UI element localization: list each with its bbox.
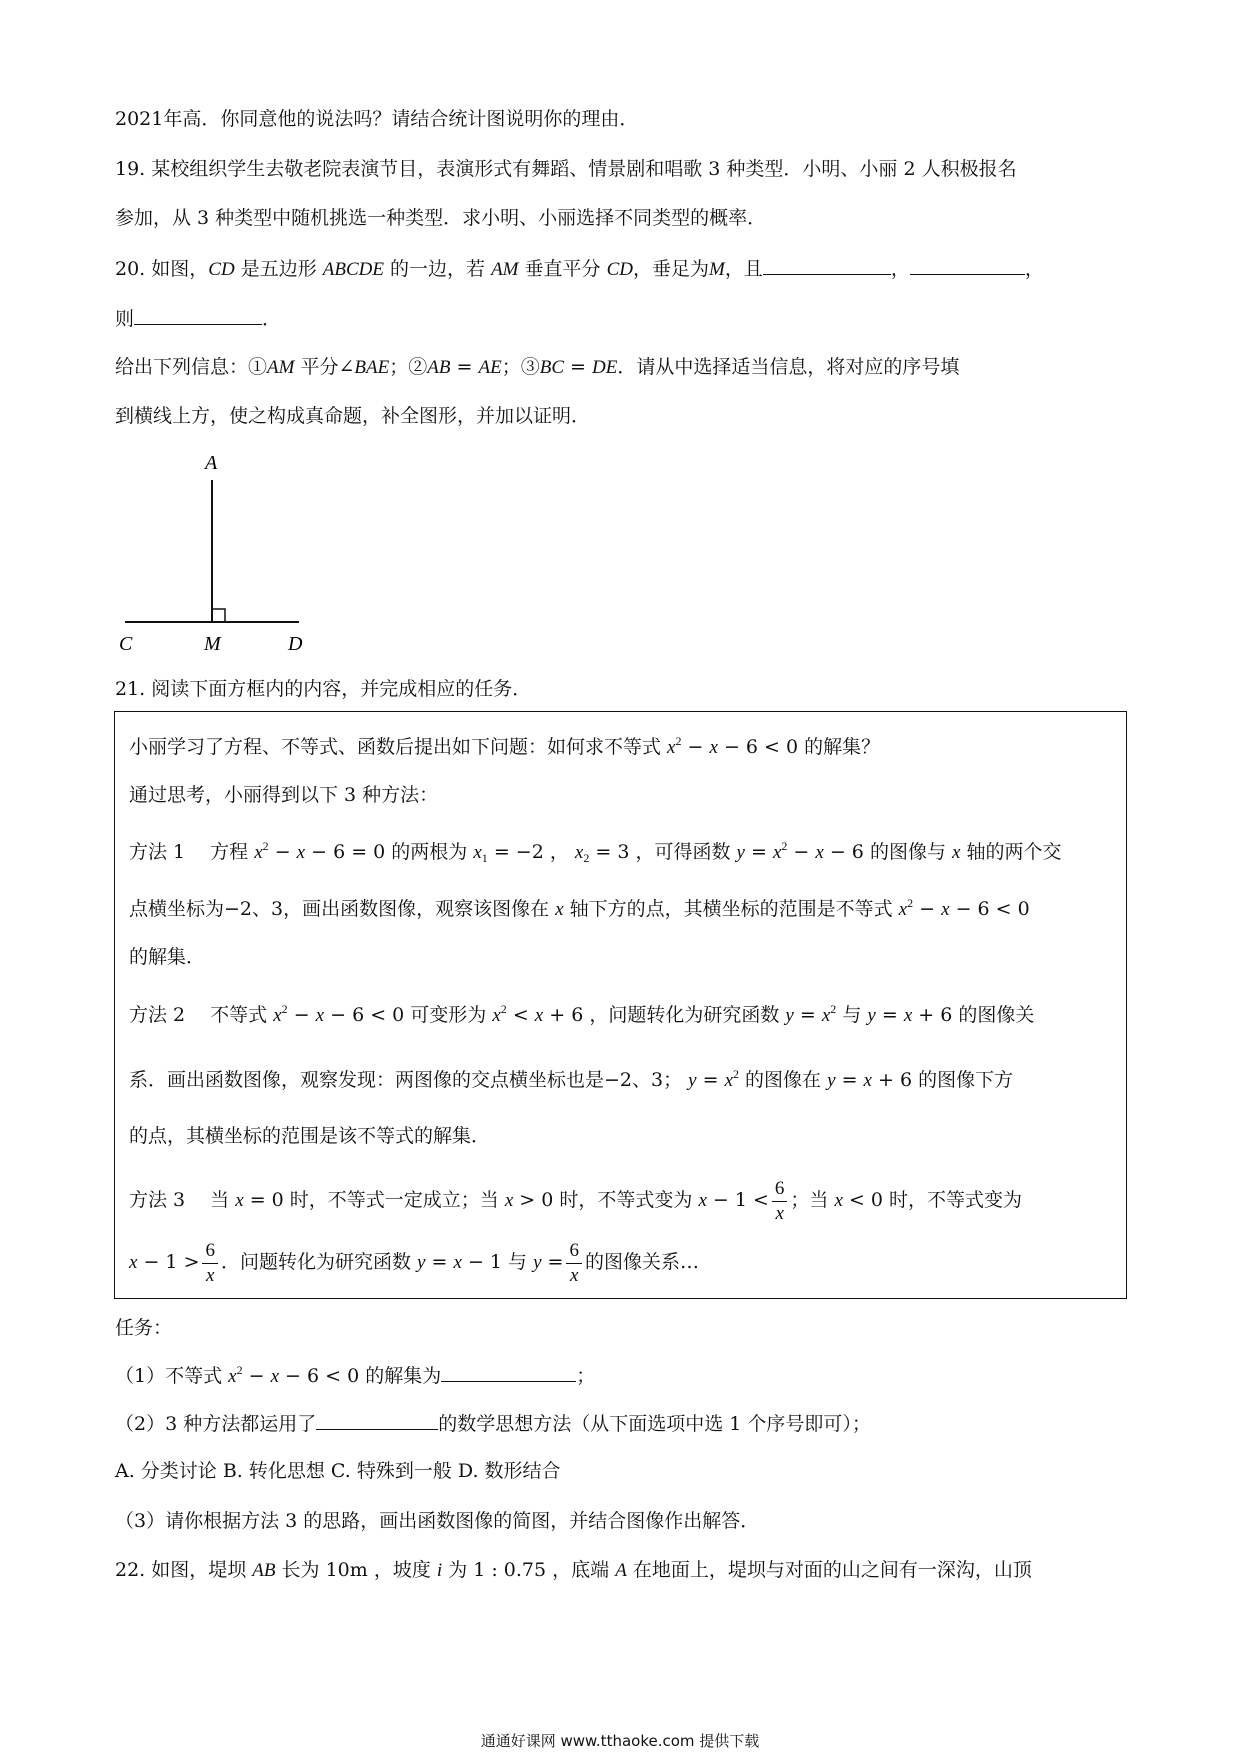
label-D: D: [288, 633, 303, 655]
q20-line3: 给出下列信息：①AM 平分∠BAE；②AB = AE；③BC = DE．请从中选择适当信息，将对应的序号填: [115, 356, 960, 378]
method2-line2: 系．画出函数图像，观察发现：两图像的交点横坐标也是−2、3； $y = x^2$ 的图像在 y = x + 6 的图像下方: [129, 1067, 1014, 1091]
label-C: C: [119, 633, 133, 655]
perpendicular-figure: [115, 448, 355, 658]
method1-line2: 点横坐标为−2、3，画出函数图像，观察该图像在 x 轴下方的点，其横坐标的范围是不等式 $x^2 - x - 6 < 0$: [129, 896, 1030, 920]
q22-line1: 22. 如图，堤坝 AB 长为 10m ，坡度 i 为 1 : 0.75 ，底端 A 在地面上，堤坝与对面的山之间有一深沟，山顶: [115, 1559, 1032, 1581]
q20-line1: 20. 如图，CD 是五边形 ABCDE 的一边，若 AM 垂直平分 CD，垂足为M，且 ， ，: [115, 254, 1044, 284]
label-A: A: [205, 452, 218, 474]
q19-line2: 参加，从 3 种类型中随机挑选一种类型．求小明、小丽选择不同类型的概率．: [115, 207, 767, 229]
task-1: （1）不等式 $x^2 - x - 6 < 0$ 的解集为 ；: [115, 1363, 596, 1387]
method2-line1: 方法 2 不等式 $x^2 - x - 6 < 0$ 可变形为 $x^2 < x + 6$ ，问题转化为研究函数 $y = x^2$ 与 y = x + 6 的图像关: [129, 1002, 1035, 1026]
box-line1: 小丽学习了方程、不等式、函数后提出如下问题：如何求不等式 $x^2 - x - 6 < 0$ 的解集？: [129, 734, 881, 758]
task-2-text: （2）3 种方法都运用了: [115, 1413, 317, 1435]
method3-line1: 方法 3 当 x = 0 时，不等式一定成立；当 x > 0 时，不等式变为 x − 1 < $\frac{6}{x}$ ；当 x < 0 时，不等式变为: [129, 1177, 1023, 1224]
task-2-text-b: 的数学思想方法（从下面选项中选 1 个序号即可）；: [438, 1413, 871, 1435]
q20-line4: 到横线上方，使之构成真命题，补全图形，并加以证明．: [115, 405, 591, 427]
method3-line2: x − 1 > $\frac{6}{x}$ ．问题转化为研究函数 y = x − 1 与 y = $\frac{6}{x}$ 的图像关系…: [129, 1239, 699, 1286]
box-line2: 通过思考，小丽得到以下 3 种方法：: [129, 784, 439, 806]
task-options: A. 分类讨论 B. 转化思想 C. 特殊到一般 D. 数形结合: [115, 1460, 561, 1482]
q20-line2: 则 ．: [115, 304, 281, 333]
method1-line1: 方法 1 方程 $x^2 - x - 6 = 0$ 的两根为 $x_1 = -2$ ， $x_2 = 3$ ，可得函数 $y = x^2 - x - 6$ 的图像与 x 轴的两个交: [129, 839, 1062, 865]
label-M: M: [204, 633, 221, 655]
method2-line3: 的点，其横坐标的范围是该不等式的解集．: [129, 1125, 491, 1147]
page-footer: 通通好课网 www.tthaoke.com 提供下载: [480, 1732, 760, 1750]
method1-line3: 的解集．: [129, 946, 206, 968]
q21-title: 21. 阅读下面方框内的内容，并完成相应的任务．: [115, 678, 532, 700]
q19-line1: 19. 某校组织学生去敬老院表演节目，表演形式有舞蹈、情景剧和唱歌 3 种类型．小明、小丽 2 人积极报名: [115, 158, 1017, 180]
task-2: [115, 1409, 871, 1438]
task-3: （3）请你根据方法 3 的思路，画出函数图像的简图，并结合图像作出解答．: [115, 1510, 760, 1532]
task-title: 任务：: [115, 1317, 173, 1339]
line-2021: 2021年高．你同意他的说法吗？请结合统计图说明你的理由．: [115, 108, 639, 130]
